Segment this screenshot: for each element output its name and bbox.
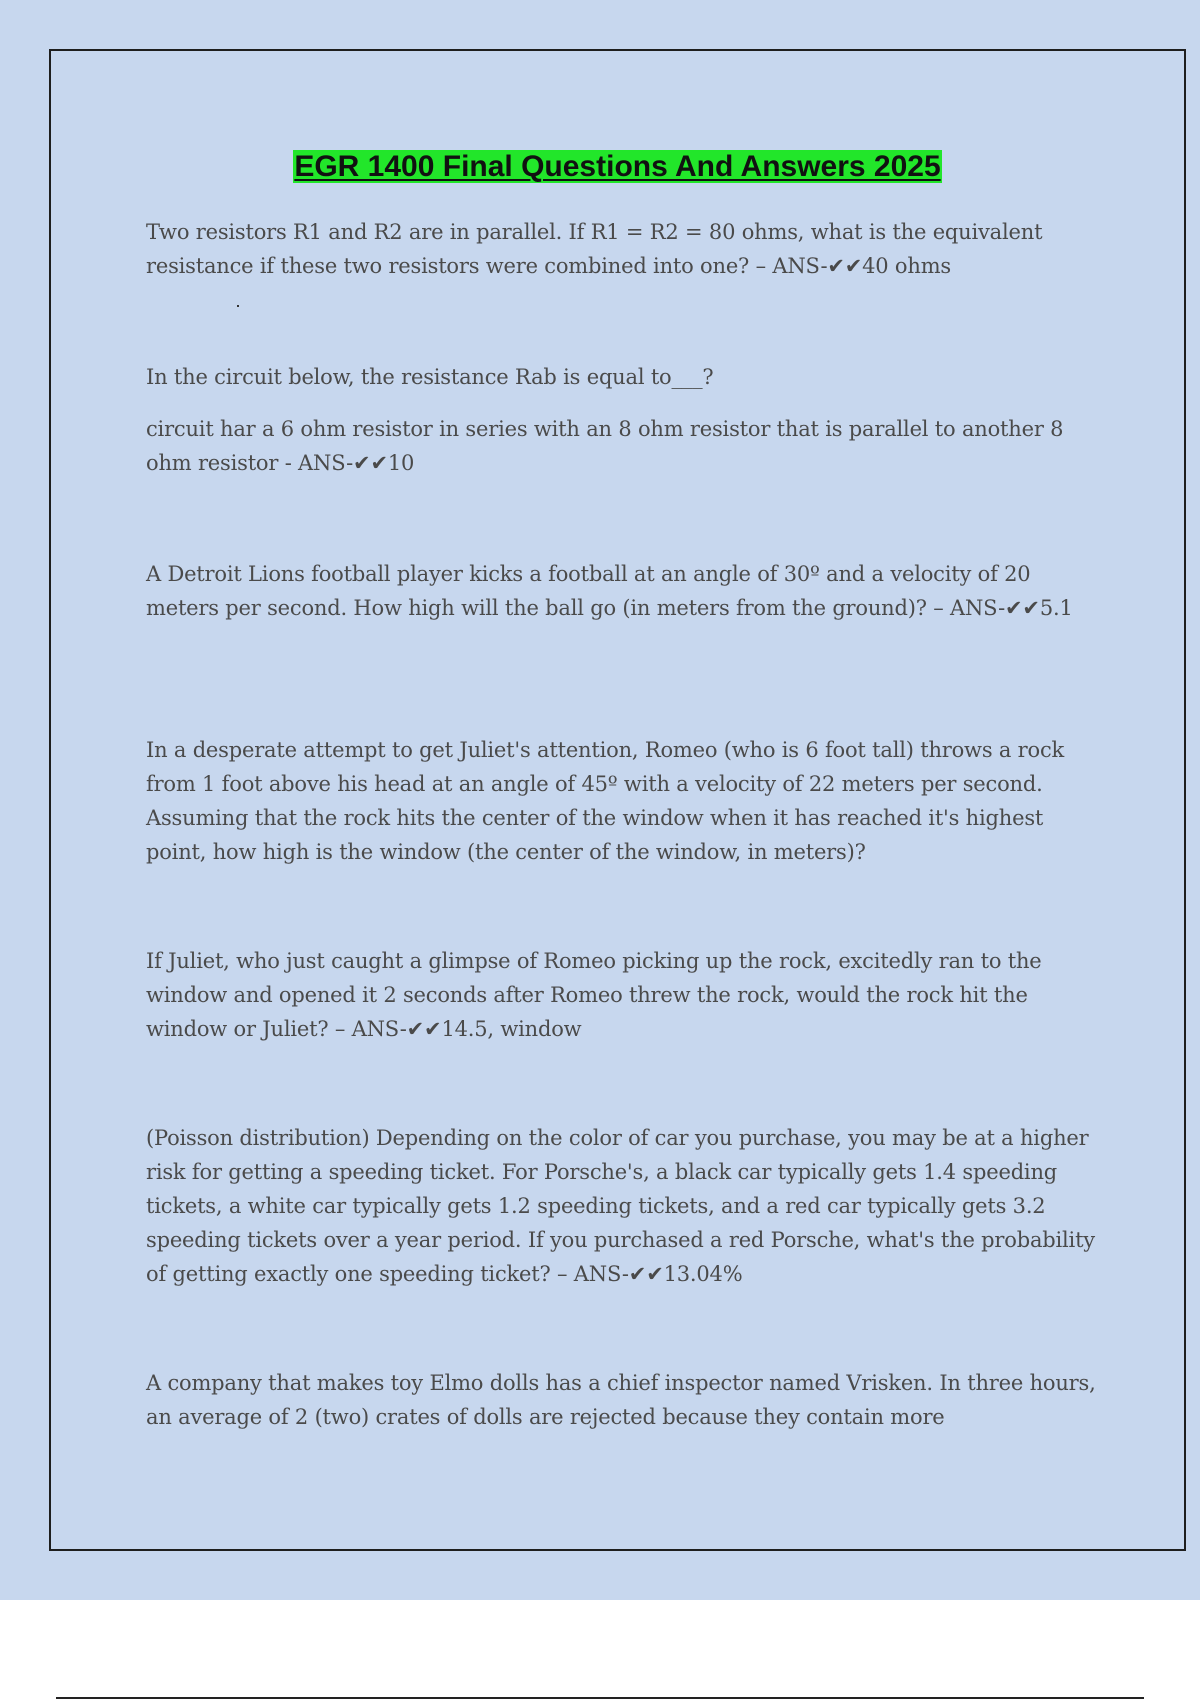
question-paragraph: A Detroit Lions football player kicks a football at an angle of 30º and a velocity of 20 meters per second. How high will the ball go (in meters from the ground)? – ANS-✔✔5.1 xyxy=(146,562,1073,620)
question-paragraph: Two resistors R1 and R2 are in parallel. If R1 = R2 = 80 ohms, what is the equivalent resistance if these two resistors were combined into one? – ANS-✔✔40 ohms xyxy=(146,220,1043,278)
footer-rule xyxy=(56,1697,1144,1699)
stray-dot xyxy=(237,305,239,307)
question-paragraph: In the circuit below, the resistance Rab is equal to___? xyxy=(146,365,714,389)
question-paragraph: In a desperate attempt to get Juliet's attention, Romeo (who is 6 foot tall) throws a rock from 1 foot above his head at an angle of 45º with a velocity of 22 meters per second. Assuming that the rock hits the center of the window when it has reached it's highest point, how high is the window (the center of the window, in meters)? xyxy=(146,738,1065,864)
question-paragraph: circuit har a 6 ohm resistor in series with an 8 ohm resistor that is parallel to another 8 ohm resistor - ANS-✔✔10 xyxy=(146,417,1064,475)
document-title xyxy=(0,146,1200,188)
question-paragraph: If Juliet, who just caught a glimpse of Romeo picking up the rock, excitedly ran to the window and opened it 2 seconds after Romeo threw the rock, would the rock hit the window or Juliet? – ANS-✔✔14.5, window xyxy=(146,949,1042,1041)
question-paragraph: (Poisson distribution) Depending on the color of car you purchase, you may be at a higher risk for getting a speeding ticket. For Porsche's, a black car typically gets 1.4 speeding tickets, a white car typically gets 1.2 speeding tickets, and a red car typically gets 3.2 speeding tickets over a year period. If you purchased a red Porsche, what's the probability of getting exactly one speeding ticket? – ANS-✔✔13.04% xyxy=(146,1126,1095,1286)
question-paragraph: A company that makes toy Elmo dolls has a chief inspector named Vrisken. In three hours, an average of 2 (two) crates of dolls are rejected because they contain more xyxy=(146,1371,1096,1429)
document-title-text: EGR 1400 Final Questions And Answers 2025 xyxy=(294,150,941,183)
